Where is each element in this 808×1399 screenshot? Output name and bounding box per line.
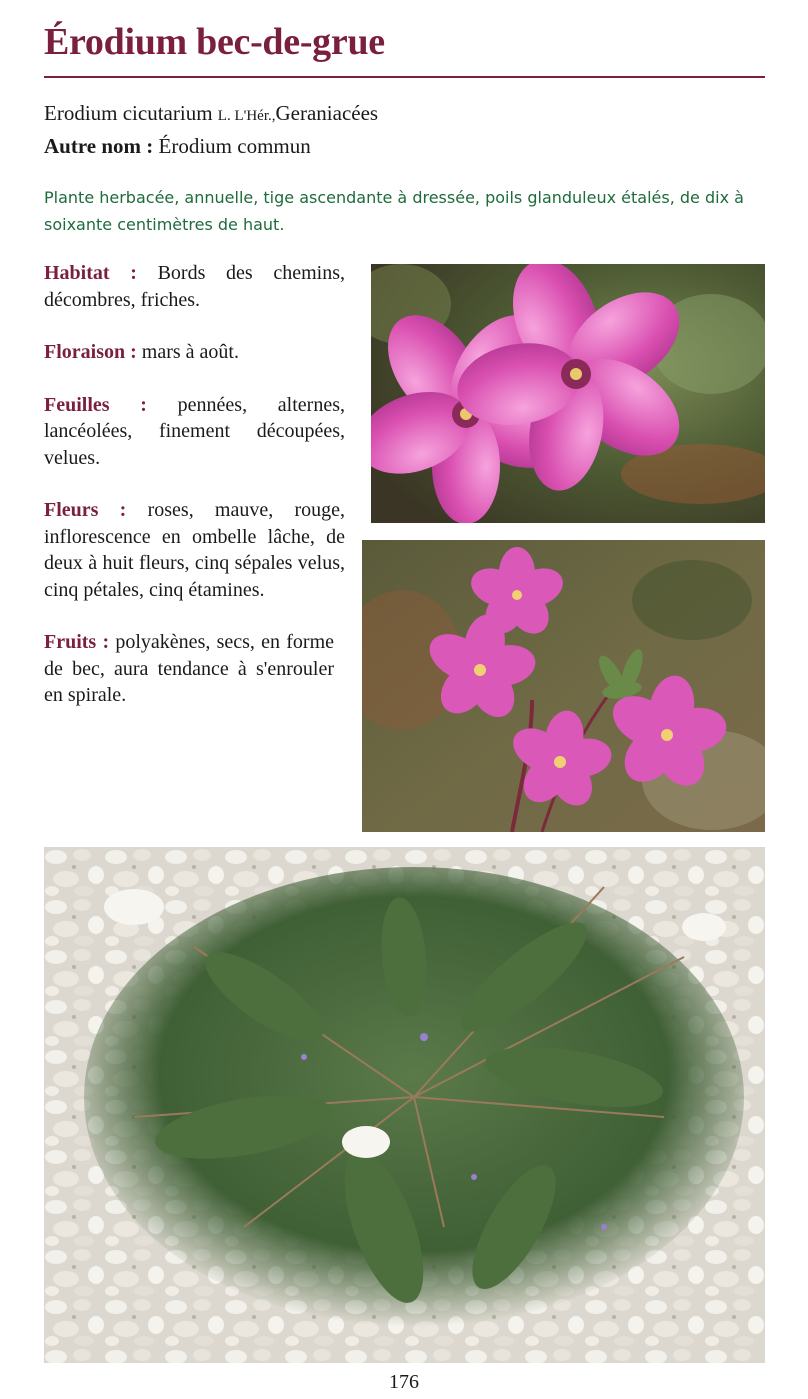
other-name-value: Érodium commun bbox=[158, 134, 311, 158]
section-text: polyakènes, secs, en forme de bec, aura tendance à s'enrouler en spirale. bbox=[44, 631, 335, 706]
section-fruits bbox=[44, 629, 334, 709]
section-text: Bords des chemins, décombres, friches. bbox=[44, 262, 345, 311]
section-label: Feuilles : bbox=[44, 393, 147, 416]
scientific-name: Erodium cicutarium bbox=[44, 101, 213, 125]
scientific-block bbox=[44, 98, 378, 161]
title-divider bbox=[44, 76, 765, 78]
section-label: Fruits : bbox=[44, 631, 110, 653]
section-label: Habitat : bbox=[44, 262, 137, 284]
family-name: Geraniacées bbox=[275, 101, 379, 125]
section-text: mars à août. bbox=[141, 341, 239, 363]
other-name-label: Autre nom : bbox=[44, 134, 154, 158]
section-text: pennées, alternes, lancéolées, finement découpées, velues. bbox=[44, 393, 345, 469]
section-text: roses, mauve, rouge, inflorescence en ombelle lâche, de deux à huit fleurs, cinq sépales velus, cinq pétales, cinq étamines. bbox=[44, 499, 346, 601]
scientific-author: L. L'Hér., bbox=[217, 108, 276, 124]
section-floraison bbox=[44, 339, 345, 366]
scientific-name-line bbox=[44, 98, 378, 131]
section-label: Floraison : bbox=[44, 341, 137, 363]
plant-rosette-photo bbox=[44, 847, 765, 1363]
section-habitat bbox=[44, 260, 345, 313]
section-fleurs bbox=[44, 497, 345, 603]
page-title: Érodium bec-de-grue bbox=[44, 21, 385, 63]
plant-description: Plante herbacée, annuelle, tige ascendante à dressée, poils glanduleux étalés, de dix à soixante centimètres de haut. bbox=[44, 188, 744, 234]
section-label: Fleurs : bbox=[44, 499, 127, 521]
flower-cluster-photo bbox=[362, 540, 765, 832]
other-name-line bbox=[44, 131, 378, 161]
page-number: 176 bbox=[389, 1371, 419, 1393]
characteristics-column bbox=[44, 260, 345, 735]
flower-closeup-photo bbox=[371, 264, 765, 523]
section-feuilles bbox=[44, 392, 345, 472]
